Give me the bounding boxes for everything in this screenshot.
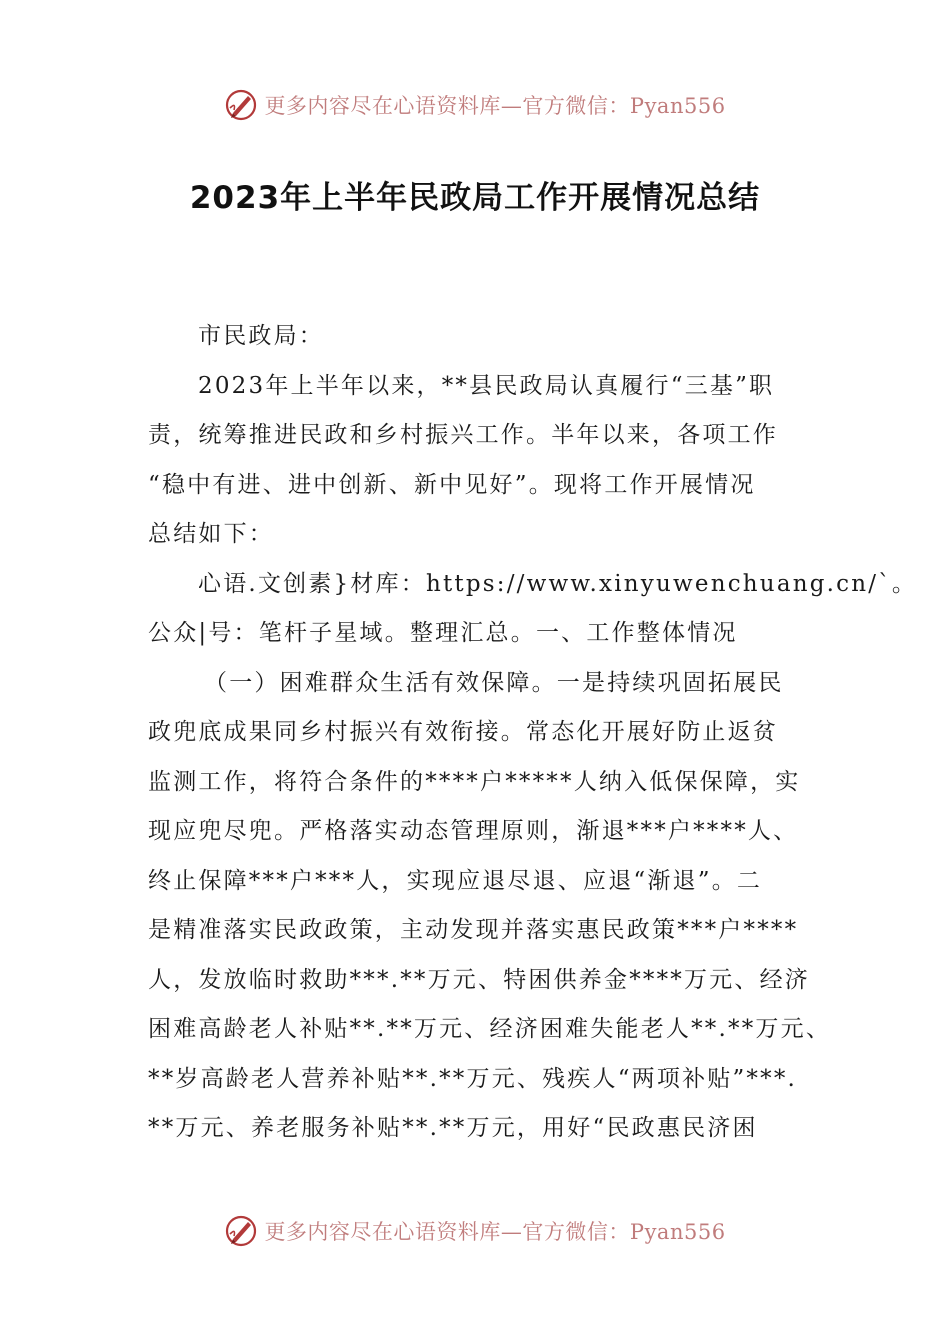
body-line: “稳中有进、进中创新、新中见好”。现将工作开展情况 bbox=[148, 471, 756, 498]
body-line: 终止保障***户***人，实现应退尽退、应退“渐退”。二 bbox=[148, 867, 763, 894]
body-line: **万元、养老服务补贴**.**万元，用好“民政惠民济困 bbox=[148, 1115, 758, 1141]
document-title: 2023年上半年民政局工作开展情况总结 bbox=[189, 180, 761, 216]
body-line: 责，统筹推进民政和乡村振兴工作。半年以来，各项工作 bbox=[148, 422, 778, 448]
watermark-text: 更多内容尽在心语资料库—官方微信：Pyan556 bbox=[264, 94, 726, 118]
body-line: 2023年上半年以来，**县民政局认真履行“三基”职 bbox=[198, 372, 775, 399]
body-line: **岁高龄老人营养补贴**.**万元、残疾人“两项补贴”***. bbox=[148, 1065, 798, 1092]
body-line: 总结如下： bbox=[148, 521, 274, 547]
body-line: 现应兜尽兜。严格落实动态管理原则，渐退***户****人、 bbox=[148, 818, 799, 844]
body-line: 监测工作，将符合条件的****户*****人纳入低保保障，实 bbox=[148, 768, 801, 795]
watermark-banner-top bbox=[0, 80, 950, 130]
pen-logo-icon bbox=[224, 1214, 258, 1248]
document-body bbox=[148, 312, 918, 1154]
watermark-text: 更多内容尽在心语资料库—官方微信：Pyan556 bbox=[264, 1220, 726, 1244]
body-line: 政兜底成果同乡村振兴有效衔接。常态化开展好防止返贫 bbox=[148, 719, 778, 745]
body-line: 人，发放临时救助***.**万元、特困供养金****万元、经济 bbox=[148, 966, 811, 993]
watermark-banner-bottom bbox=[0, 1206, 950, 1256]
body-line: 心语.文创素}材库：https://www.xinyuwenchuang.cn/`。 bbox=[198, 570, 918, 597]
body-line: 困难高龄老人补贴**.**万元、经济困难失能老人**.**万元、 bbox=[148, 1016, 832, 1042]
body-line: 公众|号：笔杆子星域。整理汇总。一、工作整体情况 bbox=[148, 620, 738, 646]
body-line: 市民政局： bbox=[198, 323, 324, 349]
body-line: （一）困难群众生活有效保障。一是持续巩固拓展民 bbox=[204, 669, 784, 696]
pen-logo-icon bbox=[224, 88, 258, 122]
body-line: 是精准落实民政政策，主动发现并落实惠民政策***户**** bbox=[148, 917, 799, 943]
